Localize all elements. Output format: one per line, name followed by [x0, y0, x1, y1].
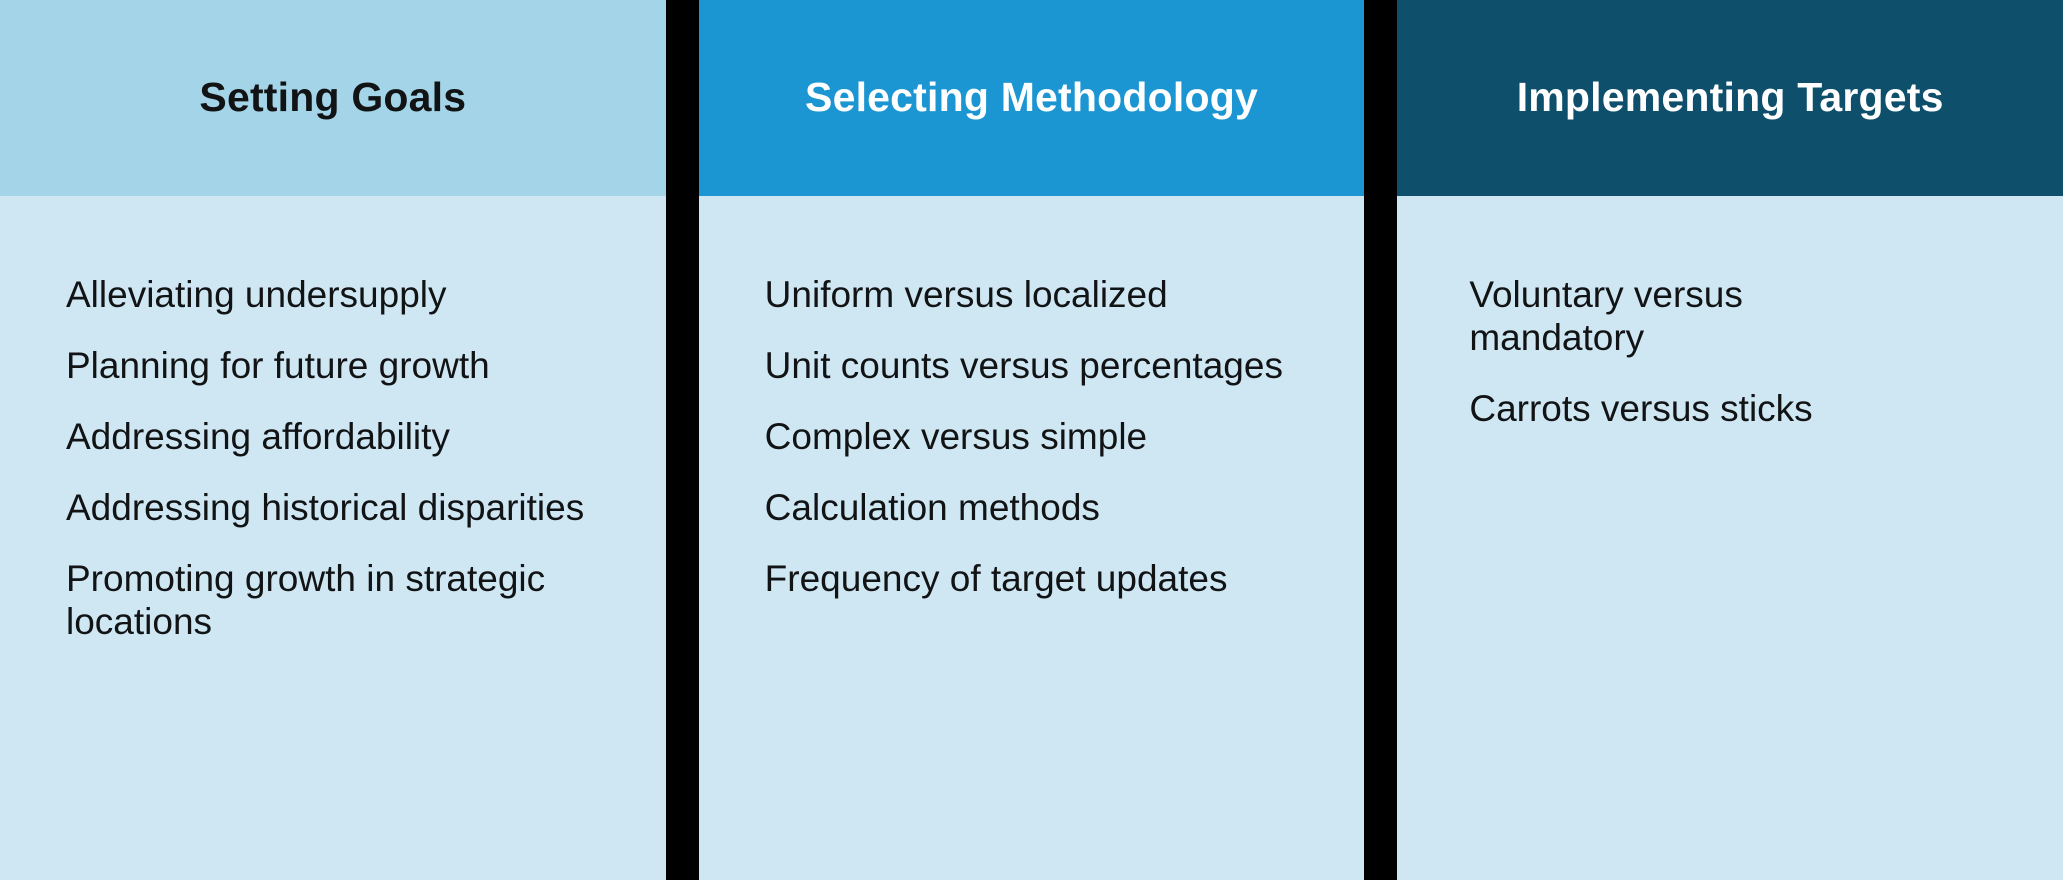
column-setting-goals: [0, 0, 666, 880]
list-item: Addressing historical disparities: [66, 486, 585, 528]
column-implementing-targets: [1397, 0, 2063, 880]
list-item: Frequency of target updates: [764, 557, 1228, 599]
column-header-setting-goals: [0, 0, 666, 196]
column-title: Implementing Targets: [1516, 74, 1944, 121]
column-body-setting-goals: [0, 196, 666, 880]
list-item: Alleviating undersupply: [66, 274, 447, 315]
column-selecting-methodology: [699, 0, 1365, 880]
column-title: Setting Goals: [199, 74, 467, 121]
column-body-selecting-methodology: [699, 196, 1365, 880]
list-item: Promoting growth in strategic locations: [66, 557, 546, 642]
list-item: Unit counts versus percentages: [764, 344, 1283, 386]
list-item: Addressing affordability: [66, 415, 450, 457]
column-title: Selecting Methodology: [805, 74, 1258, 121]
column-body-implementing-targets: [1397, 196, 2063, 880]
list-item: Carrots versus sticks: [1469, 387, 1813, 429]
list-item: Complex versus simple: [764, 415, 1148, 457]
list-item: Planning for future growth: [66, 344, 490, 386]
column-header-implementing-targets: [1397, 0, 2063, 196]
list-item: Calculation methods: [764, 486, 1100, 528]
column-divider: [666, 0, 699, 880]
list-item: Voluntary versus mandatory: [1469, 274, 1743, 358]
column-divider: [1364, 0, 1397, 880]
column-header-selecting-methodology: [699, 0, 1365, 196]
list-item: Uniform versus localized: [764, 274, 1168, 315]
